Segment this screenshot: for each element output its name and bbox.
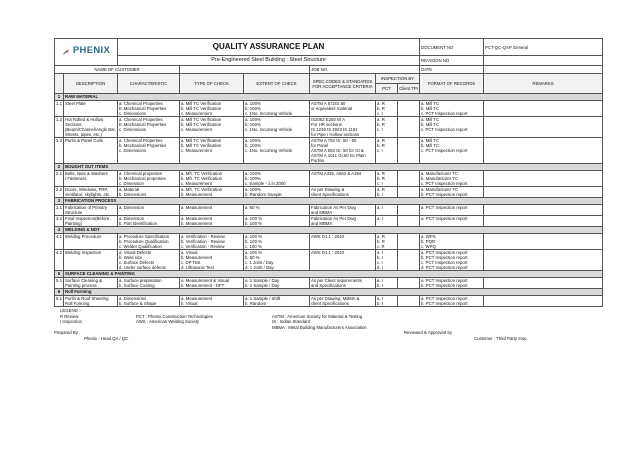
date-value: : [484, 66, 603, 74]
item-no: 3.1 [55, 205, 64, 216]
date-label: DATE [420, 66, 484, 74]
item-description: Welding Inspection [64, 250, 118, 271]
item-no: 5.1 [55, 278, 64, 289]
item-characteristic: a. Visual Defects b. Weld size c. Surface Defects d. Under surface defects [118, 250, 180, 271]
item-extent-of-check: a. 100% b. 100% c. 1No. Incoming Vehicle [244, 117, 310, 138]
item-spec: As per Drawing, MBMA & client Specifications [310, 296, 376, 307]
item-extent-of-check: a. 100 % b. 100 % c. 100 % [244, 234, 310, 250]
item-characteristic: a. Chemical properties b. Mechanical properties c. Dimension [118, 171, 180, 187]
item-description: Hot Rolled & Hollow Sections (Beam/Channel/Angle Bar, Sheets, pipes, etc.) [65, 117, 116, 137]
item-no: 4.1 [55, 234, 64, 250]
section-row [55, 227, 603, 234]
item-no: 1.1 [55, 101, 64, 117]
item-spec: ASTM A325, A563 & A194 [310, 171, 376, 187]
section-row [55, 94, 603, 101]
item-remarks [484, 216, 603, 227]
legend-aws: AWS : American Welding Society [136, 319, 200, 325]
table-row [55, 278, 603, 289]
phoenix-logo-icon [62, 48, 70, 56]
item-characteristic: a. Dimension [118, 205, 180, 216]
item-characteristic: a. Surface preparation b. Surface Coating [118, 278, 180, 289]
item-type-of-check: a. Mill TC Verification b. Mill TC Verification c. Measurement [180, 101, 244, 117]
item-format-of-records: a. PCT Inspection report b. PCT Inspection report [420, 296, 484, 307]
item-remarks [484, 234, 603, 250]
table-row [55, 187, 603, 198]
section-no: 2 [55, 164, 64, 171]
item-remarks [484, 278, 603, 289]
col-description: DESCRIPTION [64, 74, 118, 94]
item-extent-of-check: a. 100 % b. 100 % [244, 216, 310, 227]
legend-review: R Review [60, 313, 79, 319]
table-row [55, 138, 603, 164]
item-format-of-records: a. Mill TC b. Mill TC c. PCT Inspection report [420, 101, 484, 117]
table-row [55, 171, 603, 187]
section-title: BOUGHT OUT ITEMS [64, 164, 603, 171]
col-no [55, 74, 64, 94]
logo-text: PHENIX [72, 45, 111, 57]
item-format-of-records: a. PCT Inspection report b. PCT Inspection report [420, 278, 484, 289]
item-characteristic: a. Procedure Specification b. Procedure Qualification c. Welder Qualification [118, 234, 180, 250]
item-extent-of-check: a. 100% b. Random Sample [244, 187, 310, 198]
item-no: 2.1 [55, 171, 64, 187]
item-description: Final Inspection(Before Painting) [64, 216, 118, 227]
item-pct: a. R b. I [376, 187, 398, 198]
item-remarks [484, 117, 603, 138]
item-spec: As per Drawing & client Specifications [310, 187, 376, 198]
item-remarks [484, 296, 603, 307]
item-no: 1.2 [55, 117, 64, 138]
reviewed-by-name: Customer : Third Party Insp. [474, 335, 528, 341]
section-no: 3 [55, 198, 64, 205]
item-extent-of-check: a. 100% b. 100% c. 1No. Incoming Vehicle [244, 101, 310, 117]
customer-value [180, 66, 310, 74]
prepared-by-label: Prepared By [54, 330, 78, 336]
section-no: 4 [55, 227, 64, 234]
revision-no-label: REVISION NO [420, 56, 484, 66]
item-remarks [484, 250, 603, 271]
item-client-tpi [398, 101, 420, 117]
legend-mbma: MBMA : Metal Building Manufacturers Association [272, 324, 367, 330]
item-extent-of-check: a. 100 % b. 50 % c. 1 Joint / Day d. 1 Joint / Day [244, 250, 310, 271]
item-type-of-check: a. Visual b. Measurement c. DP Test d. Ultrasonic Test [180, 250, 244, 271]
item-extent-of-check: a. 100% b. 100% c. Sample - 1 in 2000 [244, 171, 310, 187]
item-no: 1.3 [55, 138, 64, 164]
item-pct: a. R b. R c. I [376, 101, 398, 117]
document-no-value: PCT-QC-QAP General [484, 39, 603, 56]
item-client-tpi [398, 296, 420, 307]
company-logo [55, 39, 118, 66]
item-pct: a. I b. I [376, 296, 398, 307]
table-row [55, 205, 603, 216]
item-characteristic: a. Dimension b. Part Identification [118, 216, 180, 227]
item-format-of-records: a. Manufacturer TC b. PCT Inspection report [420, 187, 484, 198]
col-extent-of-check: EXTENT OF CHECK [244, 74, 310, 94]
item-spec: As per Client requirements and Specifications [310, 278, 376, 289]
item-pct: a. I b. I [376, 278, 398, 289]
item-description: Purlin & Roof Sheeting Roll Forming [64, 296, 118, 307]
table-row [55, 234, 603, 250]
table-row [55, 296, 603, 307]
item-format-of-records: a. Manufacturer TC b. Manufacturer TC c. PCT Inspection report [420, 171, 484, 187]
qap-body [55, 94, 603, 307]
item-description: Fabrication of Primary Structure [64, 205, 118, 216]
item-remarks [484, 138, 603, 164]
section-row [55, 271, 603, 278]
section-title: SURFACE CLEANING & PAINTING [64, 271, 603, 278]
item-description: Doors, Windows, FRP, ventilator, skylights, etc. [64, 187, 118, 198]
item-characteristic: a. Dimensions b. Surface & Shape [118, 296, 180, 307]
legend-block [54, 308, 602, 342]
item-spec: AWS D1.1 : 2010 [310, 234, 376, 250]
item-format-of-records: a. PCT Inspection report b. PCT Inspection report c. PCT Inspection report d. PCT Inspection report [420, 250, 484, 271]
item-type-of-check: a. Measurement [180, 205, 244, 216]
item-description: Surface Cleaning & Painting process [64, 278, 118, 289]
item-type-of-check: a. Measurement b. Measurement [180, 216, 244, 227]
item-remarks [484, 205, 603, 216]
item-description: Purlin & Panel Coils [64, 138, 118, 164]
table-row [55, 216, 603, 227]
item-description: Bolts, Nuts & Washers / Fasteners [64, 171, 118, 187]
col-characteristic: CHARACTERISTIC [118, 74, 180, 94]
section-title: WELDING & NDT [64, 227, 603, 234]
item-client-tpi [398, 187, 420, 198]
item-pct: a. I [376, 205, 398, 216]
document-title: QUALITY ASSURANCE PLAN [118, 39, 420, 56]
item-extent-of-check: a. 1 Sample / Day b. 1 Sample / Day [244, 278, 310, 289]
item-type-of-check: a. Mfr. TC Verification b. Measurement [180, 187, 244, 198]
section-row [55, 198, 603, 205]
item-format-of-records: a. Mill TC b. Mill TC c. PCT Inspection report [420, 138, 484, 164]
section-title: RAW MATERIAL [64, 94, 603, 101]
item-no: 4.2 [55, 250, 64, 271]
item-client-tpi [398, 138, 420, 164]
item-pct: a. R b. R c. R [376, 234, 398, 250]
item-no: 3.2 [55, 216, 64, 227]
item-format-of-records: a. PCT Inspection report [420, 216, 484, 227]
legend-pct: PCT : Phenix Construction Technologies [136, 313, 213, 319]
col-type-of-check: TYPE OF CHECK [180, 74, 244, 94]
col-pct: PCT [376, 84, 398, 94]
legend-astm: ASTM : American Society for Material & Testing [272, 313, 363, 319]
table-row [55, 101, 603, 117]
revision-no-value [484, 56, 603, 66]
item-no: 6.1 [55, 296, 64, 307]
item-extent-of-check: a. 50 % [244, 205, 310, 216]
item-spec: Fabrication As Per Dwg and MBMA [310, 216, 376, 227]
item-format-of-records: a. PCT Inspection report [420, 205, 484, 216]
item-client-tpi [398, 234, 420, 250]
section-title: FABRICATION PROCESS [64, 198, 603, 205]
document-subtitle: Pre-Engineered Steel Building : Steel Structure [118, 56, 420, 66]
reviewed-by-label: Reviewed & Approved by [404, 330, 453, 336]
table-row [55, 250, 603, 271]
section-no: 5 [55, 271, 64, 278]
prepared-by-name: Phenix : Head QA / QC [84, 335, 129, 341]
item-characteristic: a. Chemical Properties b. Mechanical Properties c. Dimensions [118, 138, 180, 164]
item-format-of-records: a. WPS b. PQR c. WPQ [420, 234, 484, 250]
item-remarks [484, 171, 603, 187]
item-type-of-check: a. Measurement & Visual b. Measurement - DFT [180, 278, 244, 289]
item-type-of-check: a. Mfr. TC Verification b. Mfr. TC Verification c. Measurement [180, 171, 244, 187]
item-no: 2.2 [55, 187, 64, 198]
item-pct: a. R b. R c. I [376, 117, 398, 138]
legend-is: IS : Indian Standard [272, 319, 310, 325]
item-pct: a. R b. R c. I [376, 138, 398, 164]
col-remarks: REMARKS [484, 74, 603, 94]
item-pct: a. R b. R c. I [376, 171, 398, 187]
item-pct: a. I [376, 216, 398, 227]
qap-sheet [54, 38, 602, 307]
item-spec: ASTM A 572Gr.50 or equivalent material [310, 101, 376, 117]
job-no-label: JOB NO. [310, 66, 420, 74]
item-spec: AWS D1.1 : 2010 [310, 250, 376, 271]
customer-label: NAME OF CUSTOMER [55, 66, 180, 74]
item-description: Welding Procedure [64, 234, 118, 250]
item-client-tpi [398, 171, 420, 187]
section-no: 6 [55, 289, 64, 296]
section-row [55, 289, 603, 296]
col-client-tpi: Client TPI [398, 84, 420, 94]
legend-title: LEGEND :- [60, 308, 82, 313]
item-client-tpi [398, 205, 420, 216]
item-extent-of-check: a. 1 Sample / Shift b. Random [244, 296, 310, 307]
item-format-of-records: a. Mill TC b. Mill TC c. PCT Inspection report [420, 117, 484, 138]
item-remarks [484, 187, 603, 198]
item-type-of-check: a. Verification - Review b. Verification - Review c. Verification - Review [180, 234, 244, 250]
item-client-tpi [398, 250, 420, 271]
legend-inspection: I Inspection [60, 319, 82, 325]
item-client-tpi [398, 117, 420, 138]
item-client-tpi [398, 216, 420, 227]
section-title: Roll Forming [64, 289, 603, 296]
col-format-of-records: FORMAT OF RECORDS [420, 74, 484, 94]
item-spec: ASTM A 792 Gr. 50 - 60 for Panel ASTM A 653 Gr. 50 for GI & ASTM A 1011 Gr.50 for Plain Purlins [310, 138, 376, 164]
item-pct: a. I b. I c. I d. I [376, 250, 398, 271]
item-spec: Fabrication As Per Dwg and MBMA [310, 205, 376, 216]
table-row [55, 117, 603, 138]
section-row [55, 164, 603, 171]
item-type-of-check: a. Mill TC Verification b. Mill TC Verification c. Measurement [180, 117, 244, 138]
section-no: 1 [55, 94, 64, 101]
col-inspection-by: INSPECTION BY [376, 74, 420, 84]
item-characteristic: a. Material b. Dimensions [118, 187, 180, 198]
item-description: Steel Plate [64, 101, 118, 117]
item-type-of-check: a. Measurement b. Visual [180, 296, 244, 307]
item-type-of-check: a. Mill TC Verification b. Mill TC Verification c. Measurement [180, 138, 244, 164]
qap-header-table [54, 38, 603, 307]
item-remarks [484, 101, 603, 117]
item-client-tpi [398, 278, 420, 289]
item-characteristic: a. Chemical Properties b. Mechanical Properties c. Dimensions [118, 117, 180, 138]
col-spec: SPEC.CODES & STANDARDS FOR ACCEPTANCE CRITERIA [310, 74, 376, 94]
item-extent-of-check: a. 100% b. 100% c. 1No. Incoming Vehicle [244, 138, 310, 164]
document-no-label: DOCUMENT NO [420, 39, 484, 56]
item-characteristic: a. Chemical Properties b. Mechanical Properties c. Dimensions [118, 101, 180, 117]
item-spec: IS2062 E250 W A For HR sections IS 1239 IS 4923 IS 1161 for Pipe / Hollow sections [310, 117, 376, 138]
